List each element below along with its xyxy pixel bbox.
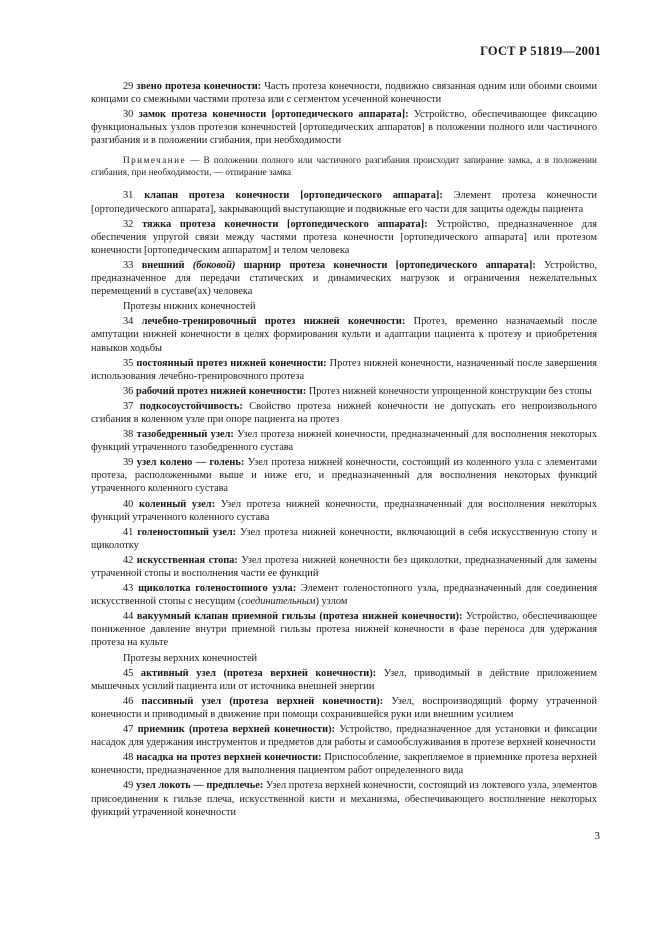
entry-term: щиколотка голеностопного узла: [138,583,297,595]
entries-group-3 [91,315,597,580]
entry-definition: Узел протеза верхней конечности, состоящий из локтевого узла, элементов присоединения к гильзе плеча, искусственной кисти и механизма, обеспечивающего восполнение некоторых функций утраченной конечности [91,780,597,818]
entry-definition: Устройство, обеспечивающее пониженное давление внутри приемной гильзы протеза нижней конечности в фазе переноса для удержания протеза на культе [91,611,597,649]
term-entry-45 [91,667,597,693]
entry-term: замок протеза конечности [ортопедического аппарата]: [138,109,409,121]
entry-term: узел локоть — предплечье: [136,780,264,792]
entry-term-italic: (боковой) [192,259,236,271]
entry-number: 31 [123,190,134,202]
entry-number: 37 [123,400,134,412]
entry-number: 47 [123,724,134,736]
entry-definition: Узел протеза нижней конечности, предназначенный для восполнения некоторых функций утраченного тазобедренного сустава [91,429,597,454]
entry-definition-part: ) узлом [315,596,348,608]
note-paragraph [91,155,597,179]
entry-number: 42 [123,554,134,566]
entry-number: 48 [123,752,134,764]
term-entry-34 [91,315,597,354]
term-entry-38 [91,428,597,454]
entry-term: лечебно-тренировочный протез нижней конечности: [141,316,406,328]
entry-term: голеностопный узел: [137,526,237,538]
page-number: 3 [594,830,600,842]
entry-term: подкосоустойчивость: [139,400,243,412]
entry-number: 45 [123,667,134,679]
term-entry-48 [91,751,597,777]
entry-definition-part: Элемент голеностопного узла, предназначенный для соединения искусственной стопы с несущим ( [91,583,597,608]
entry-definition: Свойство протеза нижней конечности не допускать его непроизвольного сгибания в коленном узле при опоре пациента на протез [91,400,597,425]
entry-number: 30 [123,109,134,121]
term-entry-37 [91,400,597,426]
entry-definition: Приспособление, закрепляемое в приемнике протеза верхней конечности, предназначенное для выполнения пациентом работ определенного вида [91,752,597,777]
note-label: Примечание [123,156,186,167]
term-entry-43 [91,582,597,608]
entry-definition: Протез, временно назначаемый после ампутации нижней конечности в целях формирования культи и адаптации пациента к протезу и приобретения навыков ходьбы [91,316,597,354]
entry-term: рабочий протез нижней конечности: [135,385,307,397]
entry-term: коленный узел: [139,498,216,510]
entries-group-1 [91,80,597,147]
entry-number: 38 [123,429,134,441]
term-entry-29 [91,80,597,106]
entry-number: 44 [123,611,134,623]
entry-definition: Элемент протеза конечности [ортопедического аппарата], закрывающий выступающие и подвижные его части для защиты одежды пациента [91,190,597,215]
document-body [91,80,597,821]
entry-term: звено протеза конечности: [136,81,262,92]
entry-number: 36 [123,385,134,397]
entry-number: 34 [123,316,134,328]
entry-definition: Узел протеза нижней конечности, включающий в себя искусственную стопу и щиколотку [91,526,598,551]
entry-number: 43 [123,583,134,595]
term-entry-46 [91,695,597,721]
entry-definition: Узел протеза нижней конечности, предназначенный для восполнения некоторых функций утраченного коленного сустава [91,498,598,523]
entry-term: насадка на протез верхней конечности: [136,752,322,764]
document-code-header: ГОСТ Р 51819—2001 [480,44,601,58]
note-text: — В положении полного или частичного разгибания происходит запирание замка, а в положении сгибания, при необходимости, — отпирание замка [91,156,597,179]
entry-definition: Узел протеза нижней конечности, состоящий из коленного узла с элементами протеза, расположенными выше и ниже его, и предназначенный для восполнения некоторых функций утраченного коленного сустава [91,457,597,495]
term-entry-31 [91,189,597,215]
entry-term: тяжка протеза конечности [ортопедического аппарата]: [142,218,428,230]
entry-term: вакуумный клапан приемной гильзы (протеза нижней конечности): [136,611,463,623]
term-entry-49 [91,779,597,818]
entry-term: приемник (протеза верхней конечности): [137,724,335,736]
entry-number: 39 [123,457,134,469]
entry-term: активный узел (протеза верхней конечности): [140,667,377,679]
entry-number: 41 [123,526,134,538]
entry-definition-italic: соединительным [241,596,316,608]
entry-term: узел колено — голень: [136,457,245,469]
term-entry-40 [91,498,597,524]
entry-number: 35 [123,357,134,369]
entry-number: 29 [123,81,134,92]
entry-definition: Устройство, обеспечивающее фиксацию функциональных узлов протезов конечностей [ортопедических аппаратов] в положении полного или частичного разгибания и в положении сгибания, при необходимости [91,109,597,147]
entry-definition: Часть протеза конечности, подвижно связанная одним или обоими своими концами со смежными частями протеза или с сегментом усеченной конечности [91,81,598,106]
entries-group-2 [91,189,597,256]
term-entry-41 [91,526,597,552]
entry-definition: Протез нижней конечности упрощенной конструкции без стопы [308,385,592,397]
term-entry-36 [91,385,597,398]
term-entry-39 [91,456,597,495]
entry-number: 46 [123,695,134,707]
entry-term-part: шарнир протеза конечности [ортопедического аппарата]: [243,259,536,271]
entry-term: тазобедренный узел: [136,429,234,441]
entry-number: 40 [123,498,134,510]
term-entry-47 [91,723,597,749]
entry-number: 33 [123,259,134,271]
section-subhead-lower-limbs: Протезы нижних конечностей [123,301,256,313]
section-subhead-upper-limbs: Протезы верхних конечностей [123,652,258,664]
entry-definition: Протез нижней конечности, назначенный после завершения использования лечебно-тренировочного протеза [91,357,597,382]
entry-term: искусственная стопа: [136,554,238,566]
entries-group-5 [91,667,597,819]
entry-definition: Узел протеза нижней конечности без щиколотки, предназначенный для замены утраченной стопы и восполнения части ее функций [91,554,598,579]
term-entry-44 [91,610,597,649]
entry-term-part: внешний [141,259,185,271]
entry-definition: Устройство, предназначенное для обеспечения упругой связи между частями протеза конечности [ортопедического аппарата] или протезом конечности [ортопедическим аппаратом] и телом человека [91,218,597,256]
term-entry-35 [91,357,597,383]
entry-term [142,260,536,271]
term-entry-33 [91,259,597,298]
entry-number: 49 [123,780,134,792]
term-entry-32 [91,218,597,257]
entry-number: 32 [123,218,134,230]
entry-definition: Устройство, предназначенное для передачи статических и динамических нагрузок и ограничения нежелательных перемещений в суставе(ах) человека [91,259,597,298]
entry-definition: Узел, воспроизводящий форму утраченной конечности и приводимый в движение при помощи сохранившейся руки или внешним усилием [91,695,597,720]
entry-definition: Устройство, предназначенное для установки и фиксации насадок для удержания инструментов и предметов для работы и самообслуживания в протезе верхней конечности [91,724,598,749]
entry-definition: Узел, приводимый в действие приложением мышечных усилий пациента или от источника внешней энергии [91,667,597,692]
entries-group-4 [91,610,597,649]
term-entry-42 [91,554,597,580]
entry-term: постоянный протез нижней конечности: [136,357,327,369]
term-entry-30 [91,108,597,147]
entry-term: клапан протеза конечности [ортопедического аппарата]: [144,190,443,202]
entry-term: пассивный узел (протеза верхней конечности): [141,695,384,707]
